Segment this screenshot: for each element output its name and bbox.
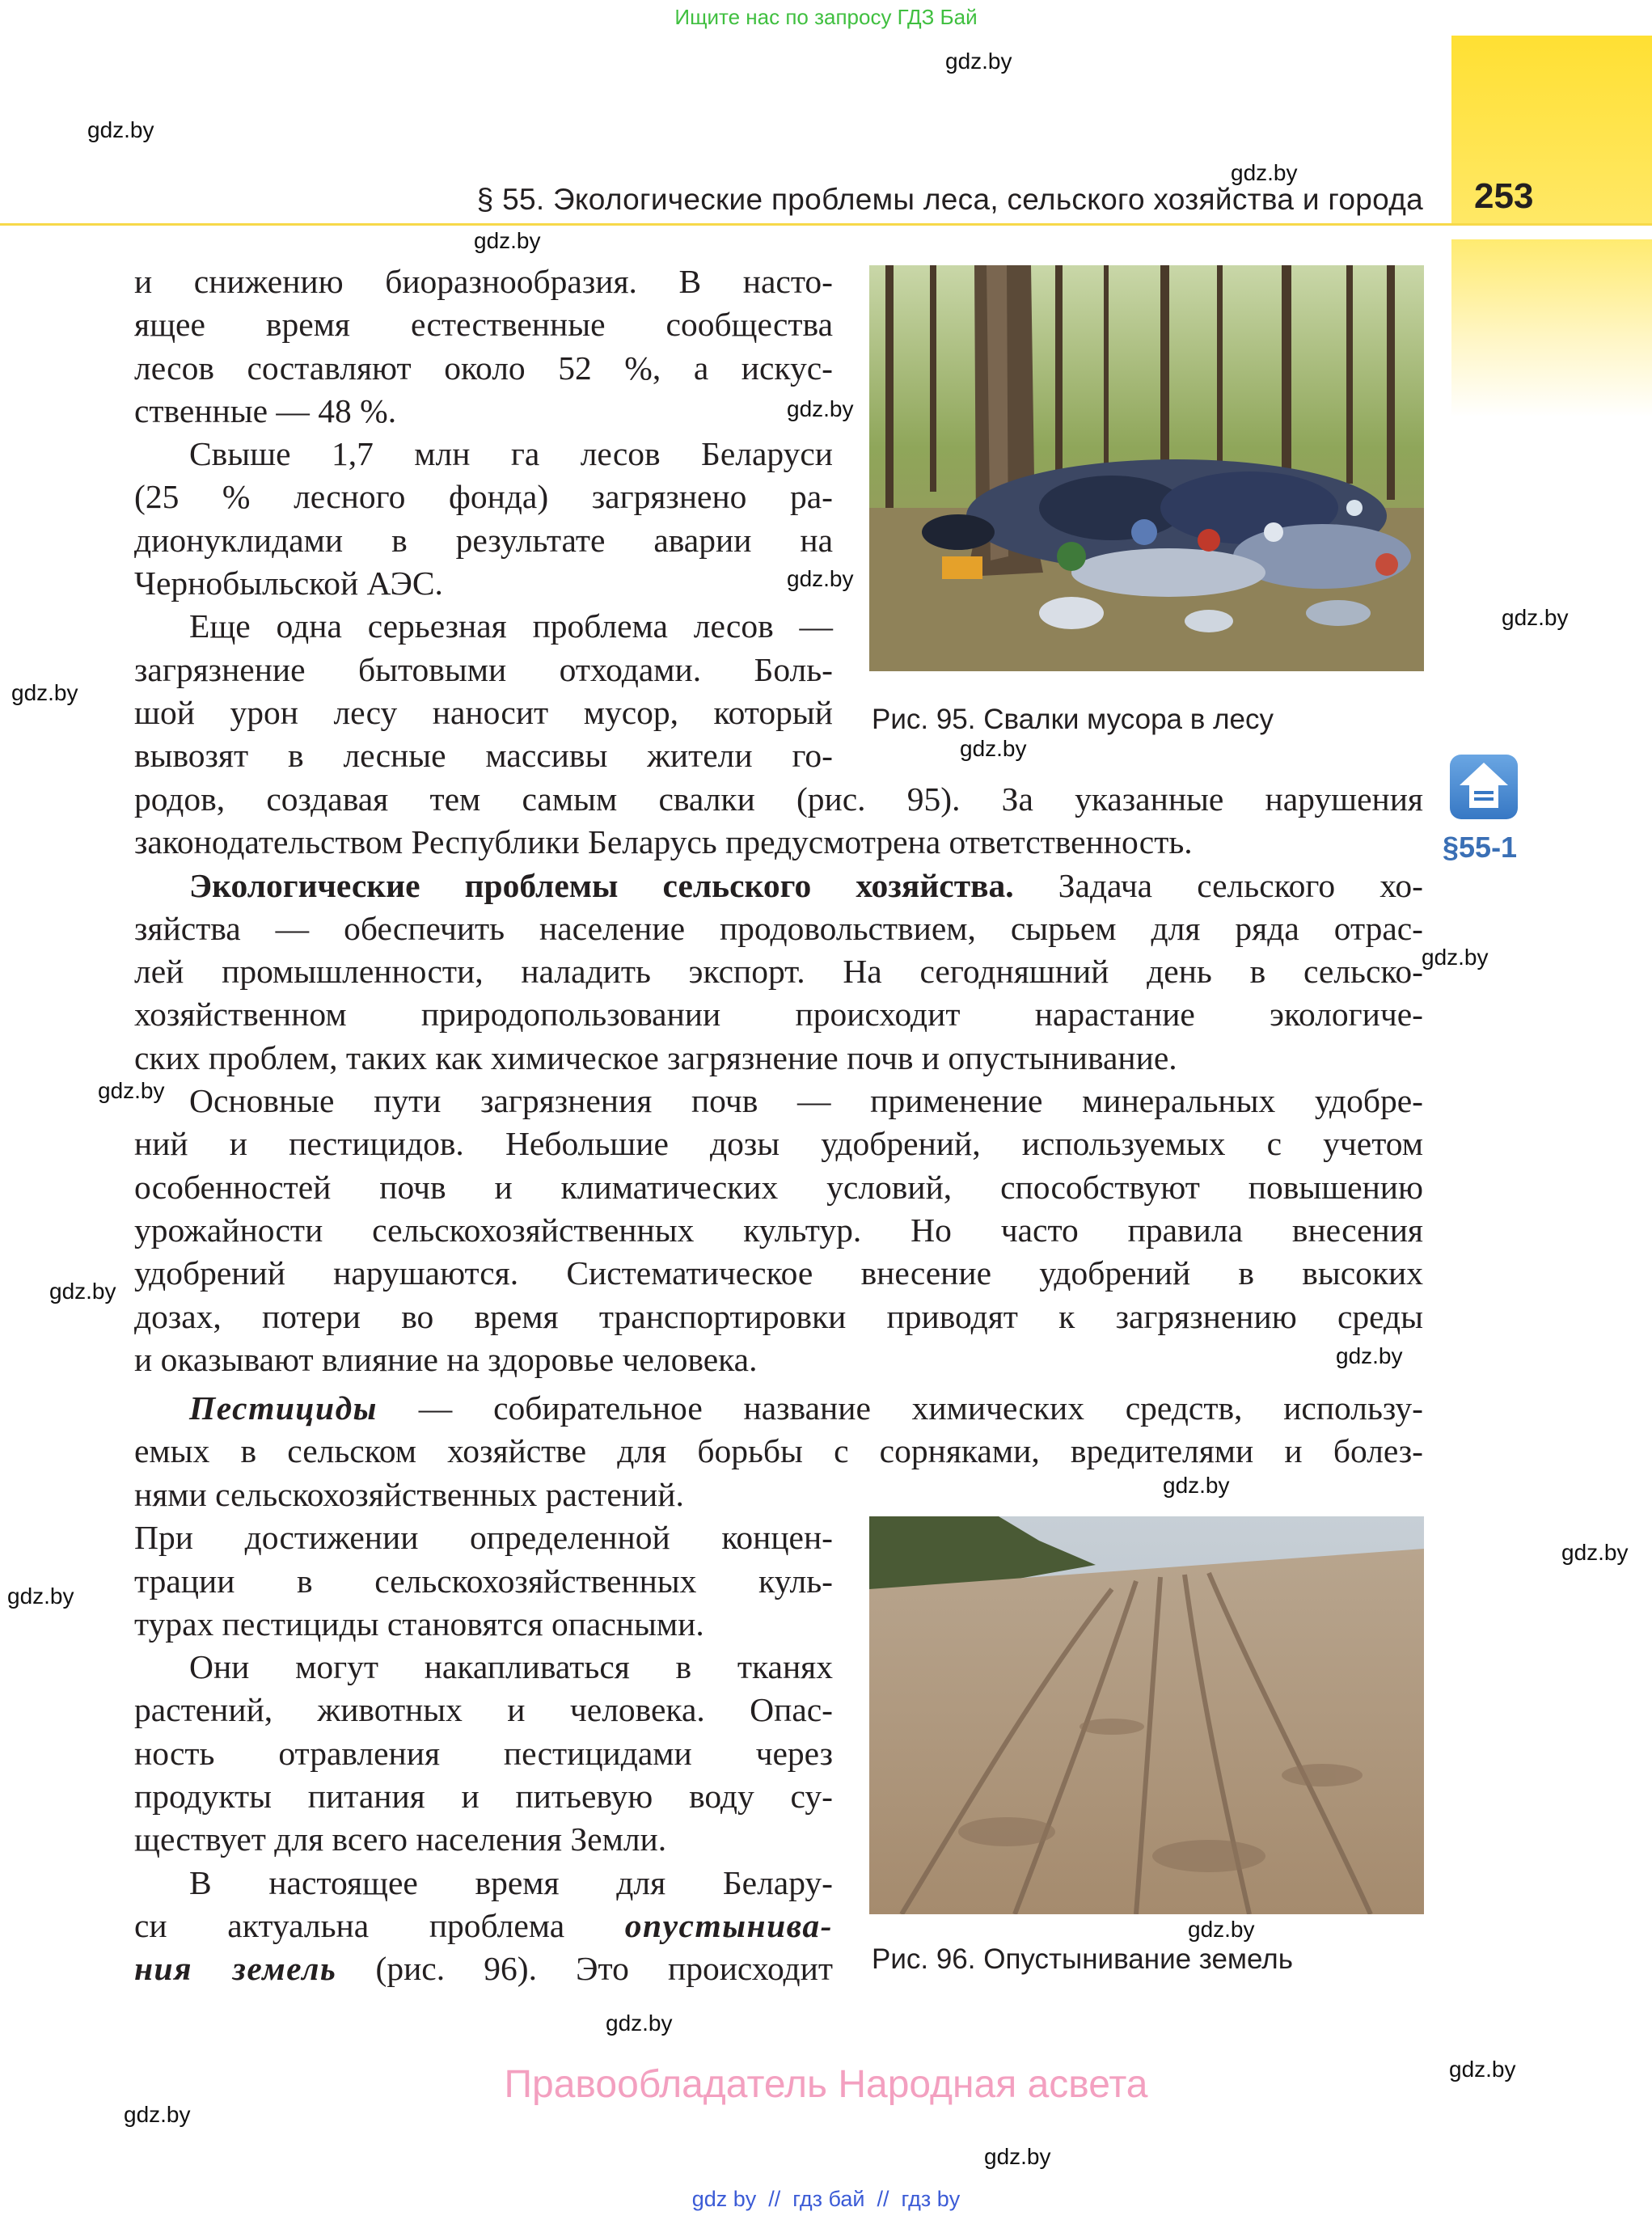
text-line: ность отравления пестицидами через	[134, 1734, 833, 1772]
text-line: емых в сельском хозяйстве для борьбы с сорняками, вредителями и болез-	[134, 1432, 1423, 1470]
text-line: Они могут накапливаться в тканях	[189, 1648, 833, 1686]
text-line: трации в сельскохозяйственных куль-	[134, 1562, 833, 1600]
watermark: gdz.by	[124, 2102, 191, 2127]
desertified-field-illustration	[869, 1516, 1424, 1914]
text-fragment: Задача сельского хо-	[1013, 866, 1424, 904]
text-line: шой урон лесу наносит мусор, который	[134, 693, 833, 731]
text-fragment: (рис. 96). Это происходит	[336, 1950, 833, 1988]
footer-links[interactable]: gdz by // гдз бай // гдз by	[691, 2187, 961, 2211]
section-link-55-1[interactable]: §55-1	[1443, 831, 1518, 864]
text-fragment: си актуальна проблема	[134, 1906, 625, 1944]
watermark: gdz.by	[1231, 160, 1298, 185]
watermark: gdz.by	[1449, 2057, 1516, 2082]
text-line: Еще одна серьезная проблема лесов —	[189, 607, 833, 645]
watermark: gdz.by	[945, 49, 1012, 74]
term-desertification-cont: ния земель	[134, 1950, 337, 1988]
figure-95-photo	[869, 265, 1424, 671]
text-line: Свыше 1,7 млн га лесов Беларуси	[189, 435, 833, 473]
text-line: Чернобыльской АЭС.	[134, 564, 443, 603]
watermark: gdz.by	[7, 1583, 74, 1609]
term-desertification: опустынива-	[624, 1906, 833, 1944]
text-line: удобрений нарушаются. Систематическое внесение удобрений в высоких	[134, 1254, 1423, 1292]
text-block-3	[134, 1474, 833, 1991]
text-line: турах пестициды становятся опасными.	[134, 1605, 704, 1643]
text-line	[134, 865, 1423, 907]
watermark: gdz.by	[984, 2144, 1051, 2169]
forest-litter-illustration	[869, 265, 1424, 671]
text-line: (25 % лесного фонда) загрязнено ра-	[134, 478, 833, 516]
side-band-gradient	[1451, 239, 1652, 417]
text-line: законодательством Республики Беларусь предусмотрена ответственность.	[134, 823, 1193, 861]
watermark: gdz.by	[960, 736, 1027, 761]
text-line: и снижению биоразнообразия. В насто-	[134, 263, 833, 300]
watermark: gdz.by	[1336, 1343, 1403, 1368]
watermark: gdz.by	[1163, 1473, 1230, 1498]
text-line: ских проблем, таких как химическое загрязнение почв и опустынивание.	[134, 1038, 1177, 1076]
watermark: gdz.by	[49, 1279, 116, 1304]
figure-96-photo	[869, 1516, 1424, 1914]
page-number: 253	[1474, 176, 1534, 216]
running-header: § 55. Экологические проблемы леса, сельского хозяйства и города	[476, 183, 1423, 216]
text-line: ний и пестицидов. Небольшие дозы удобрений, используемых с учетом	[134, 1125, 1423, 1163]
text-line: нями сельскохозяйственных растений.	[134, 1476, 684, 1513]
house-arrow-glyph	[1450, 755, 1518, 819]
watermark: gdz.by	[606, 2010, 673, 2036]
watermark: gdz.by	[11, 680, 78, 705]
watermark: gdz.by	[87, 117, 154, 142]
text-line: особенностей почв и климатических условий, способствуют повышению	[134, 1168, 1423, 1206]
text-line: растений, животных и человека. Опас-	[134, 1691, 833, 1729]
text-line: ящее время естественные сообщества	[134, 306, 833, 344]
text-fragment: — собирательное название химических средств, использу-	[377, 1389, 1423, 1427]
text-line: загрязнение бытовыми отходами. Боль-	[134, 650, 833, 688]
watermark: gdz.by	[1422, 945, 1489, 970]
text-line: дионуклидами в результате аварии на	[134, 521, 833, 559]
header-rule	[0, 223, 1652, 226]
text-line: родов, создавая тем самым свалки (рис. 95). За указанные нарушения	[134, 780, 1423, 818]
text-line: лесов составляют около 52 %, а искус-	[134, 349, 833, 387]
figure-95-caption: Рис. 95. Свалки мусора в лесу	[872, 704, 1274, 735]
text-line	[134, 1905, 833, 1947]
watermark: gdz.by	[1561, 1540, 1629, 1565]
text-line	[134, 1387, 1423, 1430]
copyright-owner: Правообладатель Народная асвета	[504, 2063, 1148, 2106]
text-line: ществует для всего населения Земли.	[134, 1820, 667, 1858]
watermark: gdz.by	[1188, 1917, 1255, 1942]
text-line: урожайности сельскохозяйственных культур. Но часто правила внесения	[134, 1211, 1423, 1249]
search-hint-banner: Ищите нас по запросу ГДЗ Бай	[674, 5, 978, 29]
watermark: gdz.by	[474, 228, 541, 253]
term-pesticides: Пестициды	[189, 1389, 378, 1427]
text-line: При достижении определенной концен-	[134, 1519, 833, 1557]
text-line: Основные пути загрязнения почв — применение минеральных удобре-	[189, 1082, 1423, 1120]
text-line: дозах, потери во время транспортировки приводят к загрязнению среды	[134, 1297, 1423, 1335]
home-arrow-icon[interactable]	[1450, 755, 1518, 819]
text-line: зяйства — обеспечить население продовольствием, сырьем для ряда отрас-	[134, 909, 1423, 947]
watermark: gdz.by	[787, 566, 854, 591]
text-line: хозяйственном природопользовании происходит нарастание экологиче-	[134, 996, 1423, 1034]
text-line: лей промышленности, наладить экспорт. На сегодняшний день в сельско-	[134, 953, 1423, 991]
text-line: продукты питания и питьевую воду су-	[134, 1778, 833, 1816]
watermark: gdz.by	[98, 1078, 165, 1103]
figure-96-caption: Рис. 96. Опустынивание земель	[872, 1943, 1293, 1975]
watermark: gdz.by	[1502, 605, 1569, 630]
text-line: вывозят в лесные массивы жители го-	[134, 737, 833, 775]
text-line	[134, 1947, 833, 1990]
watermark: gdz.by	[787, 396, 854, 421]
term-agriculture: Экологические проблемы сельского хозяйства.	[189, 866, 1014, 904]
text-line: ственные — 48 %.	[134, 391, 397, 429]
text-block-1	[134, 260, 833, 778]
text-block-2	[134, 778, 1423, 1474]
text-line: В настоящее время для Белару-	[189, 1863, 833, 1901]
text-line: и оказывают влияние на здоровье человека.	[134, 1340, 758, 1378]
